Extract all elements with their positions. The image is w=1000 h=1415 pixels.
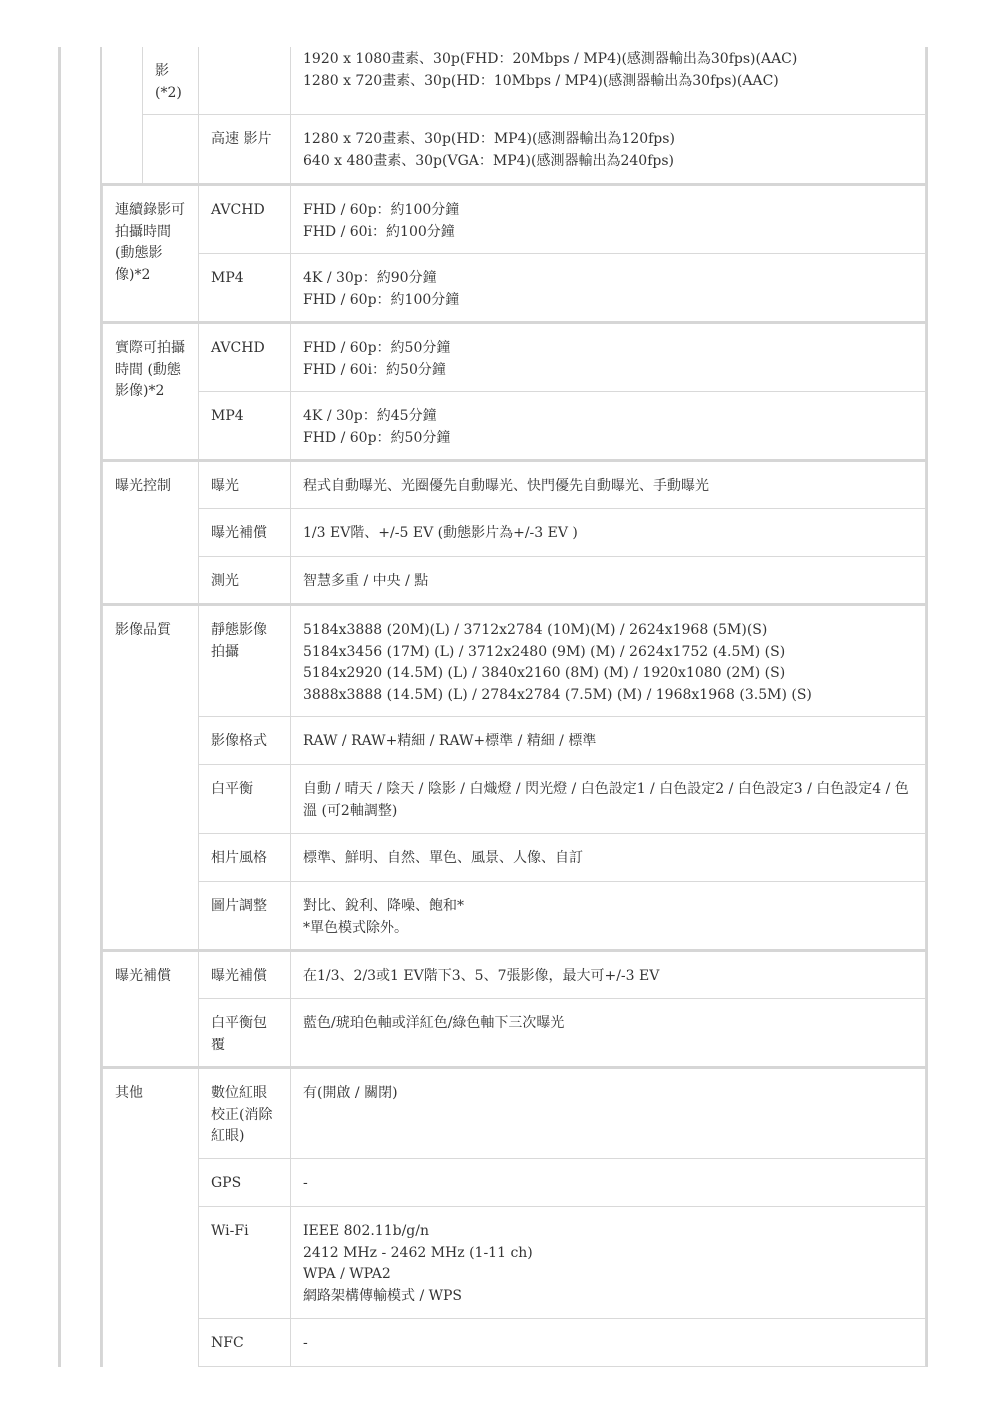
table-row <box>103 323 926 392</box>
value-cell: 藍色/琥珀色軸或洋紅色/綠色軸下三次曝光 <box>291 999 926 1068</box>
value-cell <box>291 392 926 461</box>
sub-label: 高速 影片 <box>199 115 291 185</box>
value-cell: 自動 / 晴天 / 陰天 / 陰影 / 白熾燈 / 閃光燈 / 白色設定1 / 白色設定2 / 白色設定3 / 白色設定4 / 色溫 (可2軸調整) <box>291 765 926 834</box>
table-row <box>103 115 926 185</box>
group-label: 連續錄影可拍攝時間 (動態影像)*2 <box>103 185 199 323</box>
value-cell: 有(開啟 / 關閉) <box>291 1068 926 1159</box>
table-row <box>103 882 926 951</box>
value-cell <box>291 47 926 115</box>
sub-label: 影像格式 <box>199 717 291 765</box>
value-cell: - <box>291 1319 926 1367</box>
table-row <box>103 509 926 557</box>
sub-label: 相片風格 <box>199 834 291 882</box>
table-row <box>103 1068 926 1159</box>
row-label: 影 (*2) <box>143 47 199 115</box>
sub-label: 白平衡包覆 <box>199 999 291 1068</box>
value-line: IEEE 802.11b/g/n <box>303 1223 429 1239</box>
value-cell <box>291 185 926 254</box>
value-cell <box>291 115 926 185</box>
value-cell <box>291 1367 926 1368</box>
sub-label <box>199 47 291 115</box>
table-row <box>103 47 926 115</box>
value-line: FHD / 60i：約50分鐘 <box>303 361 446 378</box>
table-row <box>103 461 926 509</box>
group-label: 曝光控制 <box>103 461 199 605</box>
value-cell <box>291 605 926 717</box>
value-line: 640 x 480畫素、30p(VGA：MP4)(感測器輸出為240fps) <box>303 152 674 169</box>
value-line: *單色模式除外。 <box>303 919 408 936</box>
sub-label: 圖片調整 <box>199 882 291 951</box>
value-cell: 在1/3、2/3或1 EV階下3、5、7張影像，最大可+/-3 EV <box>291 951 926 999</box>
value-line: FHD / 60p：約100分鐘 <box>303 291 460 308</box>
outer-border-line <box>58 47 61 1367</box>
value-line: 3888x3888 (14.5M) (L) / 2784x2784 (7.5M) (M) / 1968x1968 (3.5M) (S) <box>303 686 812 703</box>
table-row <box>103 557 926 605</box>
sub-label: 曝光補償 <box>199 951 291 999</box>
sub-label: 測光 <box>199 557 291 605</box>
group-label: 影像品質 <box>103 605 199 951</box>
value-line: 5184x3456 (17M) (L) / 3712x2480 (9M) (M) / 2624x1752 (4.5M) (S) <box>303 643 786 660</box>
value-line: 1280 x 720畫素、30p(HD：MP4)(感測器輸出為120fps) <box>303 131 675 147</box>
value-line: FHD / 60p：約100分鐘 <box>303 202 460 218</box>
sub-label: AVCHD <box>199 323 291 392</box>
value-line: 2412 MHz - 2462 MHz (1-11 ch) <box>303 1244 533 1261</box>
sub-label: 靜態影像拍攝 <box>199 605 291 717</box>
sub-label: GPS <box>199 1159 291 1207</box>
sub-label: MP4 <box>199 254 291 323</box>
value-line: FHD / 60p：約50分鐘 <box>303 340 451 356</box>
table-row <box>103 717 926 765</box>
value-line: 5184x2920 (14.5M) (L) / 3840x2160 (8M) (M) / 1920x1080 (2M) (S) <box>303 665 786 681</box>
table-row <box>103 392 926 461</box>
spec-sheet <box>100 47 928 1367</box>
table-row <box>103 254 926 323</box>
row-label <box>143 115 199 185</box>
value-cell: 1/3 EV階、+/-5 EV (動態影片為+/-3 EV ) <box>291 509 926 557</box>
table-row <box>103 1319 926 1367</box>
table-row <box>103 605 926 717</box>
table-row <box>103 185 926 254</box>
sub-label: 數位紅眼校正(消除紅眼) <box>199 1068 291 1159</box>
group-label: 曝光補償 <box>103 951 199 1068</box>
value-line: 1280 x 720畫素、30p(HD：10Mbps / MP4)(感測器輸出為30fps)(AAC) <box>303 72 779 89</box>
sub-label: NFC <box>199 1319 291 1367</box>
sub-label: AVCHD <box>199 185 291 254</box>
value-cell: 程式自動曝光、光圈優先自動曝光、快門優先自動曝光、手動曝光 <box>291 461 926 509</box>
value-line: 4K / 30p：約45分鐘 <box>303 408 437 424</box>
table-row <box>103 1159 926 1207</box>
blank-cell <box>103 47 143 185</box>
sub-label: 曝光 <box>199 461 291 509</box>
value-cell <box>291 882 926 951</box>
value-cell: RAW / RAW+精細 / RAW+標準 / 精細 / 標準 <box>291 717 926 765</box>
table-row <box>103 765 926 834</box>
value-line: WPA / WPA2 <box>303 1266 391 1282</box>
value-line: 對比、銳利、降噪、飽和* <box>303 898 464 914</box>
value-line: 網路架構傳輸模式 / WPS <box>303 1287 463 1304</box>
value-cell <box>291 323 926 392</box>
sub-label <box>199 1367 291 1368</box>
value-cell <box>291 254 926 323</box>
value-line: 4K / 30p：約90分鐘 <box>303 270 437 286</box>
value-line: 1920 x 1080畫素、30p(FHD：20Mbps / MP4)(感測器輸出為30fps)(AAC) <box>303 51 798 67</box>
spec-table <box>102 47 926 1367</box>
value-line: FHD / 60p：約50分鐘 <box>303 429 451 446</box>
value-line: FHD / 60i：約100分鐘 <box>303 223 455 240</box>
sub-label: 曝光補償 <box>199 509 291 557</box>
value-cell: - <box>291 1159 926 1207</box>
sub-label: MP4 <box>199 392 291 461</box>
table-row <box>103 1367 926 1368</box>
table-row <box>103 834 926 882</box>
table-row <box>103 1207 926 1319</box>
value-line: 5184x3888 (20M)(L) / 3712x2784 (10M)(M) / 2624x1968 (5M)(S) <box>303 622 768 638</box>
table-row <box>103 951 926 999</box>
group-label: 實際可拍攝時間 (動態影像)*2 <box>103 323 199 461</box>
value-cell: 標準、鮮明、自然、單色、風景、人像、自訂 <box>291 834 926 882</box>
group-label: 其他 <box>103 1068 199 1368</box>
table-row <box>103 999 926 1068</box>
sub-label: Wi-Fi <box>199 1207 291 1319</box>
value-cell: 智慧多重 / 中央 / 點 <box>291 557 926 605</box>
sub-label: 白平衡 <box>199 765 291 834</box>
value-cell <box>291 1207 926 1319</box>
